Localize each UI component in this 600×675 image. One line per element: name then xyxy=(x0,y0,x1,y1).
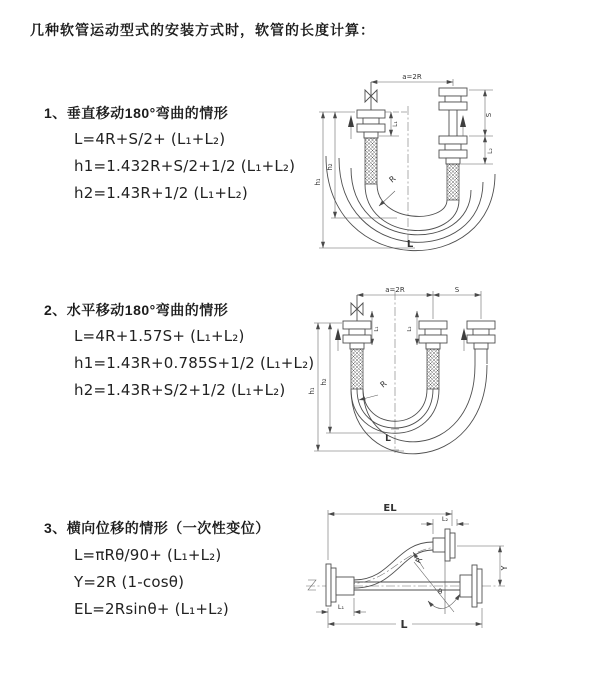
dim-label-h2: h₂ xyxy=(326,163,334,171)
section-2-formula-h1: h1=1.43R+0.785S+1/2 (L₁+L₂) xyxy=(74,354,315,372)
diagram-horizontal-180-bend xyxy=(308,283,580,461)
right-pipe xyxy=(467,321,495,365)
dim-label-h1: h₁ xyxy=(308,387,316,395)
middle-pipe xyxy=(419,321,447,389)
dim-label-l2: L₂ xyxy=(487,148,494,154)
radius-label: R xyxy=(387,174,398,185)
section-1-heading: 1、垂直移动180°弯曲的情形 xyxy=(44,105,229,121)
s-curve-hose xyxy=(346,529,455,588)
hose-curves xyxy=(326,156,495,251)
angle-theta-label: θ xyxy=(438,588,443,596)
braided-hose-section xyxy=(365,138,377,184)
left-flange xyxy=(326,564,354,606)
left-pipe xyxy=(357,82,385,184)
dim-label-l: L xyxy=(400,618,408,631)
dim-label-y: Y xyxy=(500,565,509,571)
braided-hose-section xyxy=(447,164,459,200)
page-title: 几种软管运动型式的安装方式时，软管的长度计算： xyxy=(30,22,375,38)
section-3-formula-Y: Y=2R (1-cosθ) xyxy=(74,573,185,591)
section-1-formula-L: L=4R+S/2+ (L₁+L₂) xyxy=(74,130,226,148)
dimension-lines xyxy=(314,291,481,451)
radius-label: R xyxy=(413,555,425,565)
dim-label-l2: L₂ xyxy=(441,515,449,523)
radius-label: R xyxy=(378,379,389,390)
section-1-formula-h1: h1=1.432R+S/2+1/2 (L₁+L₂) xyxy=(74,157,296,175)
section-2-formula-L: L=4R+1.57S+ (L₁+L₂) xyxy=(74,327,245,345)
dim-label-s: S xyxy=(485,112,493,118)
left-pipe xyxy=(343,295,371,389)
dim-label-s: S xyxy=(454,286,460,294)
dim-label-l2: L₂ xyxy=(407,326,413,332)
length-label: L xyxy=(385,434,391,444)
dim-label-l1: L₁ xyxy=(374,326,380,332)
dim-label-l1: L₁ xyxy=(392,121,399,127)
section-1-formula-h2: h2=1.43R+1/2 (L₁+L₂) xyxy=(74,184,248,202)
braided-hose-section xyxy=(427,349,439,389)
dim-label-a2r: a=2R xyxy=(385,286,405,294)
section-2-heading: 2、水平移动180°弯曲的情形 xyxy=(44,302,229,318)
dim-label-a2r: a=2R xyxy=(402,73,422,81)
section-3-formula-EL: EL=2Rsinθ+ (L₁+L₂) xyxy=(74,600,229,618)
axis-break-mark xyxy=(308,580,316,590)
section-3-heading: 3、横向位移的情形（一次性变位） xyxy=(44,520,270,536)
braided-hose-section xyxy=(351,349,363,389)
dim-label-h2: h₂ xyxy=(320,378,328,386)
diagram-vertical-180-bend xyxy=(313,70,550,262)
section-2-formula-h2: h2=1.43R+S/2+1/2 (L₁+L₂) xyxy=(74,381,286,399)
diagram-lateral-displacement xyxy=(300,502,600,652)
radius-leader-line xyxy=(379,191,395,206)
length-label: L xyxy=(406,239,414,250)
section-3-formula-L: L=πRθ/90+ (L₁+L₂) xyxy=(74,546,222,564)
dim-label-h1: h₁ xyxy=(314,178,322,186)
hose-curves xyxy=(351,365,487,454)
right-pipe xyxy=(439,88,467,200)
dim-label-el: EL xyxy=(383,503,397,514)
dim-label-l1: L₁ xyxy=(337,603,345,611)
radius-leader-line xyxy=(359,395,378,400)
